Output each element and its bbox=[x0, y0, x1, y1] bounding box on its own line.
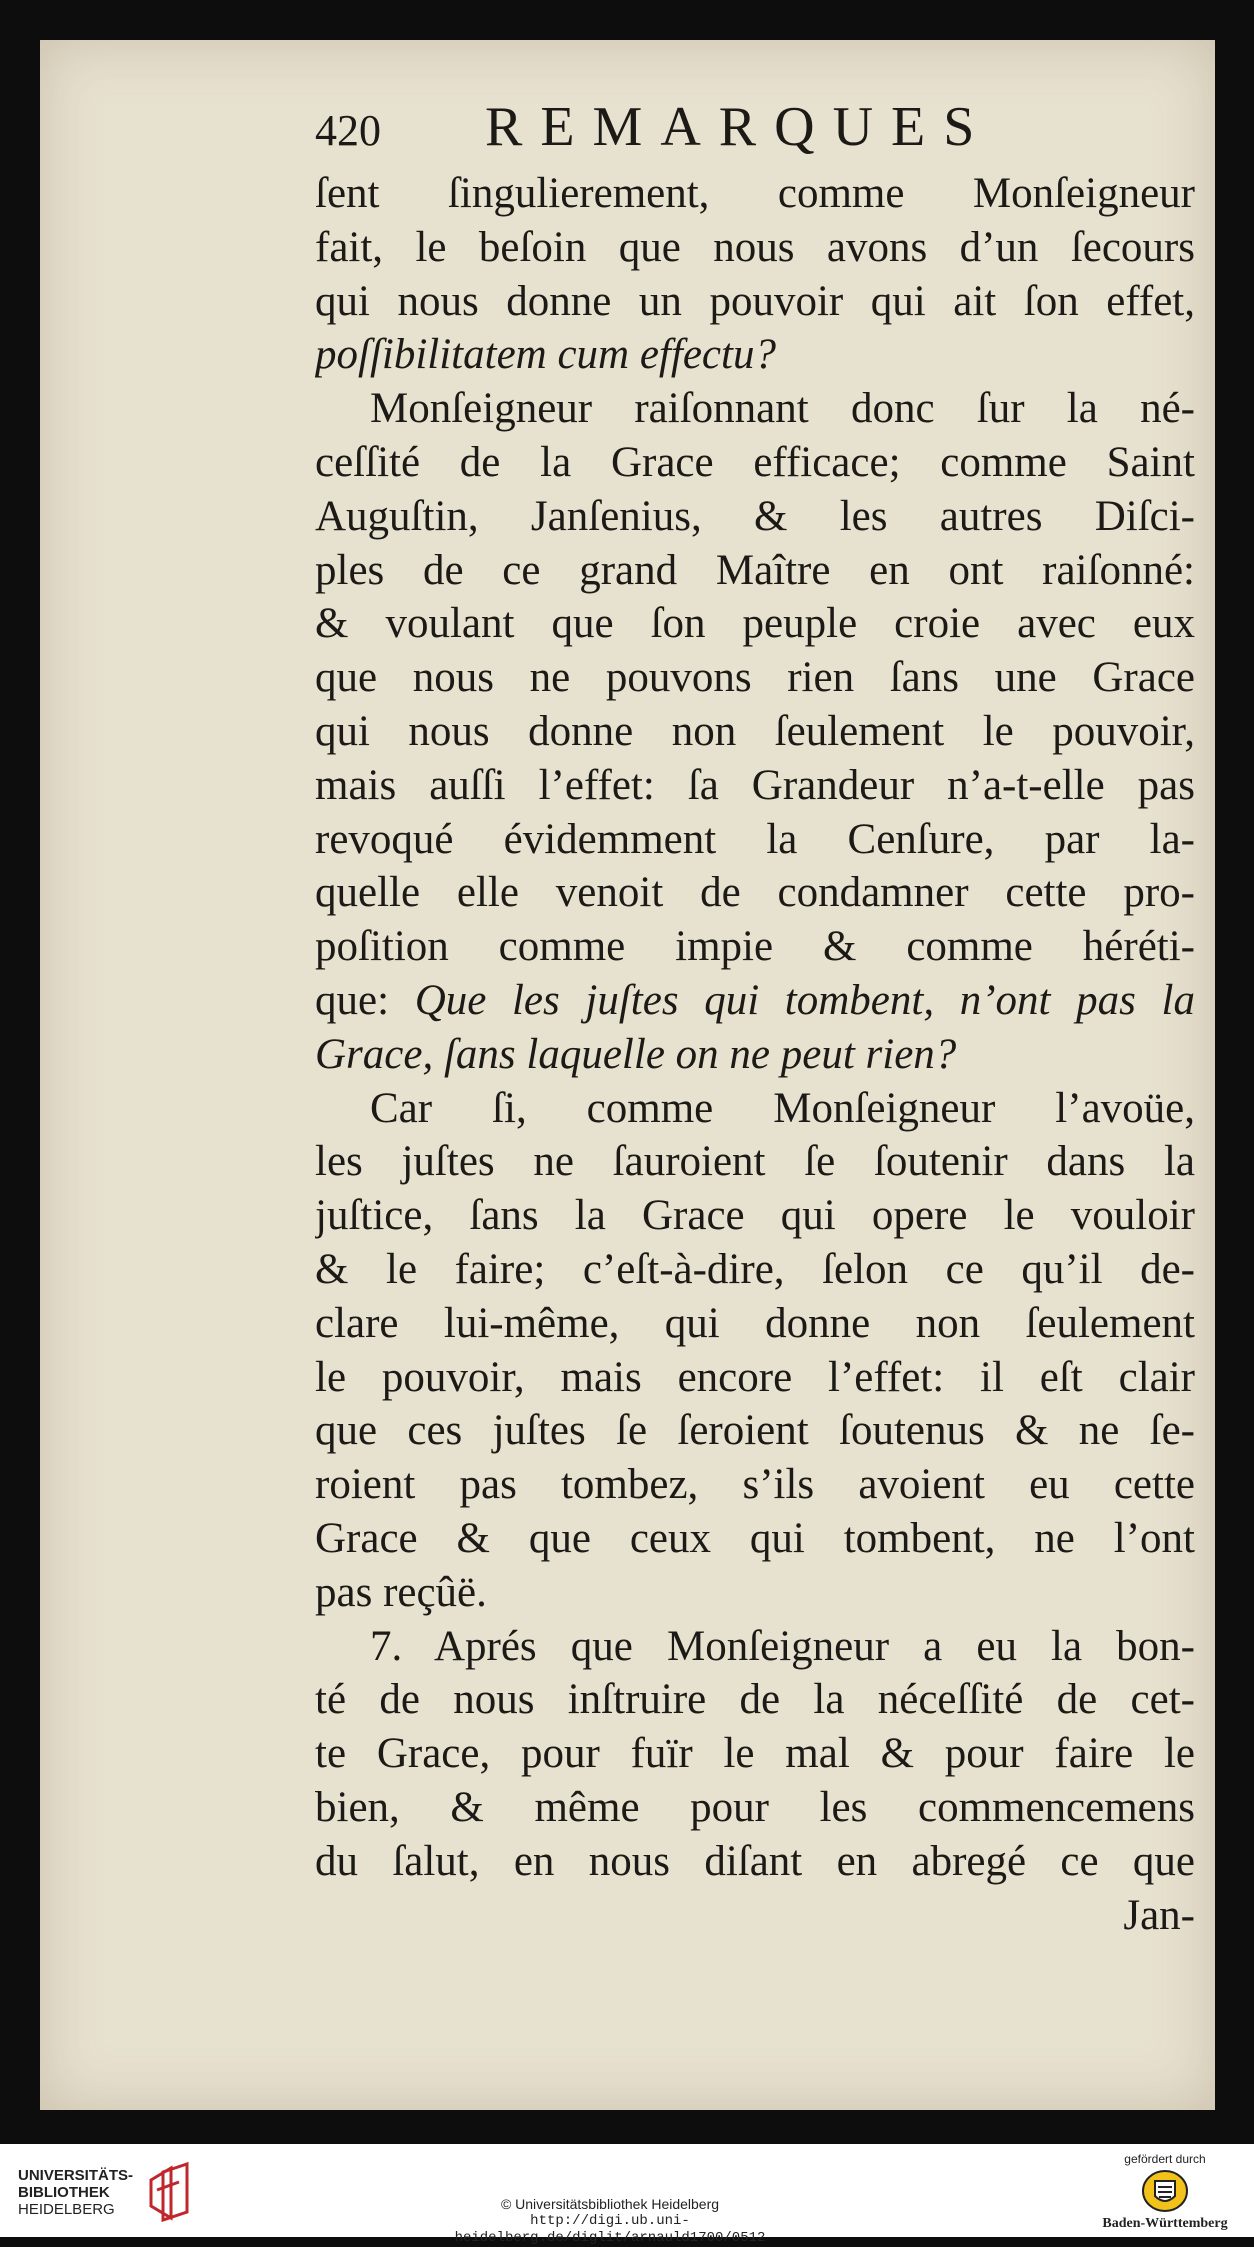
text-line: roient pas tombez, s’ils avoient eu cette bbox=[315, 1461, 1195, 1509]
library-emblem-icon bbox=[145, 2160, 193, 2224]
text-line: té de nous inſtruire de la néceſſité de cet- bbox=[315, 1676, 1195, 1724]
library-logo-line: BIBLIOTHEK bbox=[18, 2183, 110, 2201]
text-line: Grace, ſans laquelle on ne peut rien? bbox=[315, 1030, 957, 1078]
text-line: que: Que les juſtes qui tombent, n’ont pas la bbox=[315, 976, 1195, 1024]
sponsor-label: gefördert durch bbox=[1124, 2152, 1206, 2166]
sponsor-logo[interactable] bbox=[1090, 2152, 1240, 2232]
text-line: ſent ſingulierement, comme Monſeigneur bbox=[315, 170, 1195, 217]
sponsor-name: Baden-Württemberg bbox=[1102, 2216, 1228, 2231]
footer-credits bbox=[380, 2196, 840, 2247]
text-line: poſition comme impie & comme héréti- bbox=[315, 923, 1195, 971]
text-line: qui nous donne non ſeulement le pouvoir, bbox=[315, 707, 1195, 755]
body-text bbox=[315, 167, 1195, 1942]
copyright-text: © Universitätsbibliothek Heidelberg bbox=[500, 2196, 720, 2212]
text-line: Monſeigneur raiſonnant donc ſur la né- bbox=[370, 385, 1195, 433]
library-logo-line: HEIDELBERG bbox=[18, 2200, 115, 2218]
italic-quotation: Que les juſtes qui tombent, n’ont pas la bbox=[414, 976, 1195, 1024]
text-line: que ces juſtes ſe ſeroient ſoutenus & ne ſe- bbox=[315, 1407, 1195, 1455]
text-line: & le faire; c’eſt-à-dire, ſelon ce qu’il de- bbox=[315, 1245, 1195, 1293]
text-line: revoqué évidemment la Cenſure, par la- bbox=[315, 815, 1195, 863]
text-line: ples de ce grand Maître en ont raiſonné: bbox=[315, 546, 1195, 594]
text-line: Jan- bbox=[1123, 1891, 1195, 1939]
text-line: du ſalut, en nous diſant en abregé ce que bbox=[315, 1837, 1195, 1885]
source-url-link[interactable]: http://digi.ub.uni-heidelberg.de/diglit/arnauld1700/0512 bbox=[454, 2213, 766, 2246]
text-line: & voulant que ſon peuple croie avec eux bbox=[315, 600, 1195, 648]
text-line: clare lui-même, qui donne non ſeulement bbox=[315, 1299, 1195, 1347]
text-line: ceſſité de la Grace efficace; comme Saint bbox=[315, 438, 1195, 486]
text-line: te Grace, pour fuïr le mal & pour faire le bbox=[315, 1730, 1195, 1778]
text-line: fait, le beſoin que nous avons d’un ſecours bbox=[315, 223, 1195, 271]
text-line: Grace & que ceux qui tombent, ne l’ont bbox=[315, 1514, 1195, 1562]
text-line: Auguſtin, Janſenius, & les autres Diſci- bbox=[315, 492, 1195, 540]
text-line: mais auſſi l’effet: ſa Grandeur n’a-t-elle pas bbox=[315, 761, 1195, 809]
page-number: 420 bbox=[315, 106, 381, 155]
text-line: poſſibilitatem cum effectu? bbox=[315, 331, 776, 379]
text-line: 7. Aprés que Monſeigneur a eu la bon- bbox=[370, 1622, 1195, 1670]
text-line: les juſtes ne ſauroient ſe ſoutenir dans la bbox=[315, 1138, 1195, 1186]
text-line: pas reçûë. bbox=[315, 1568, 487, 1616]
text-line: quelle elle venoit de condamner cette pro- bbox=[315, 869, 1195, 917]
footer-bar bbox=[0, 2144, 1254, 2246]
text-line: qui nous donne un pouvoir qui ait ſon effet, bbox=[315, 277, 1195, 325]
coat-of-arms-icon bbox=[1141, 2168, 1189, 2214]
text-line: le pouvoir, mais encore l’effet: il eſt clair bbox=[315, 1353, 1195, 1401]
page-text-block bbox=[315, 95, 1195, 1942]
book-page bbox=[40, 40, 1215, 2110]
library-logo-line: UNIVERSITÄTS- bbox=[18, 2166, 134, 2184]
text-line: que nous ne pouvons rien ſans une Grace bbox=[315, 654, 1195, 702]
running-head bbox=[315, 95, 1195, 165]
library-logo-text bbox=[18, 2167, 133, 2218]
text-line: Car ſi, comme Monſeigneur l’avoüe, bbox=[370, 1084, 1195, 1132]
running-title: REMARQUES bbox=[485, 96, 993, 158]
library-logo[interactable] bbox=[18, 2160, 193, 2224]
text-line: bien, & même pour les commencemens bbox=[315, 1783, 1195, 1831]
text-line: juſtice, ſans la Grace qui opere le vouloir bbox=[315, 1192, 1195, 1240]
